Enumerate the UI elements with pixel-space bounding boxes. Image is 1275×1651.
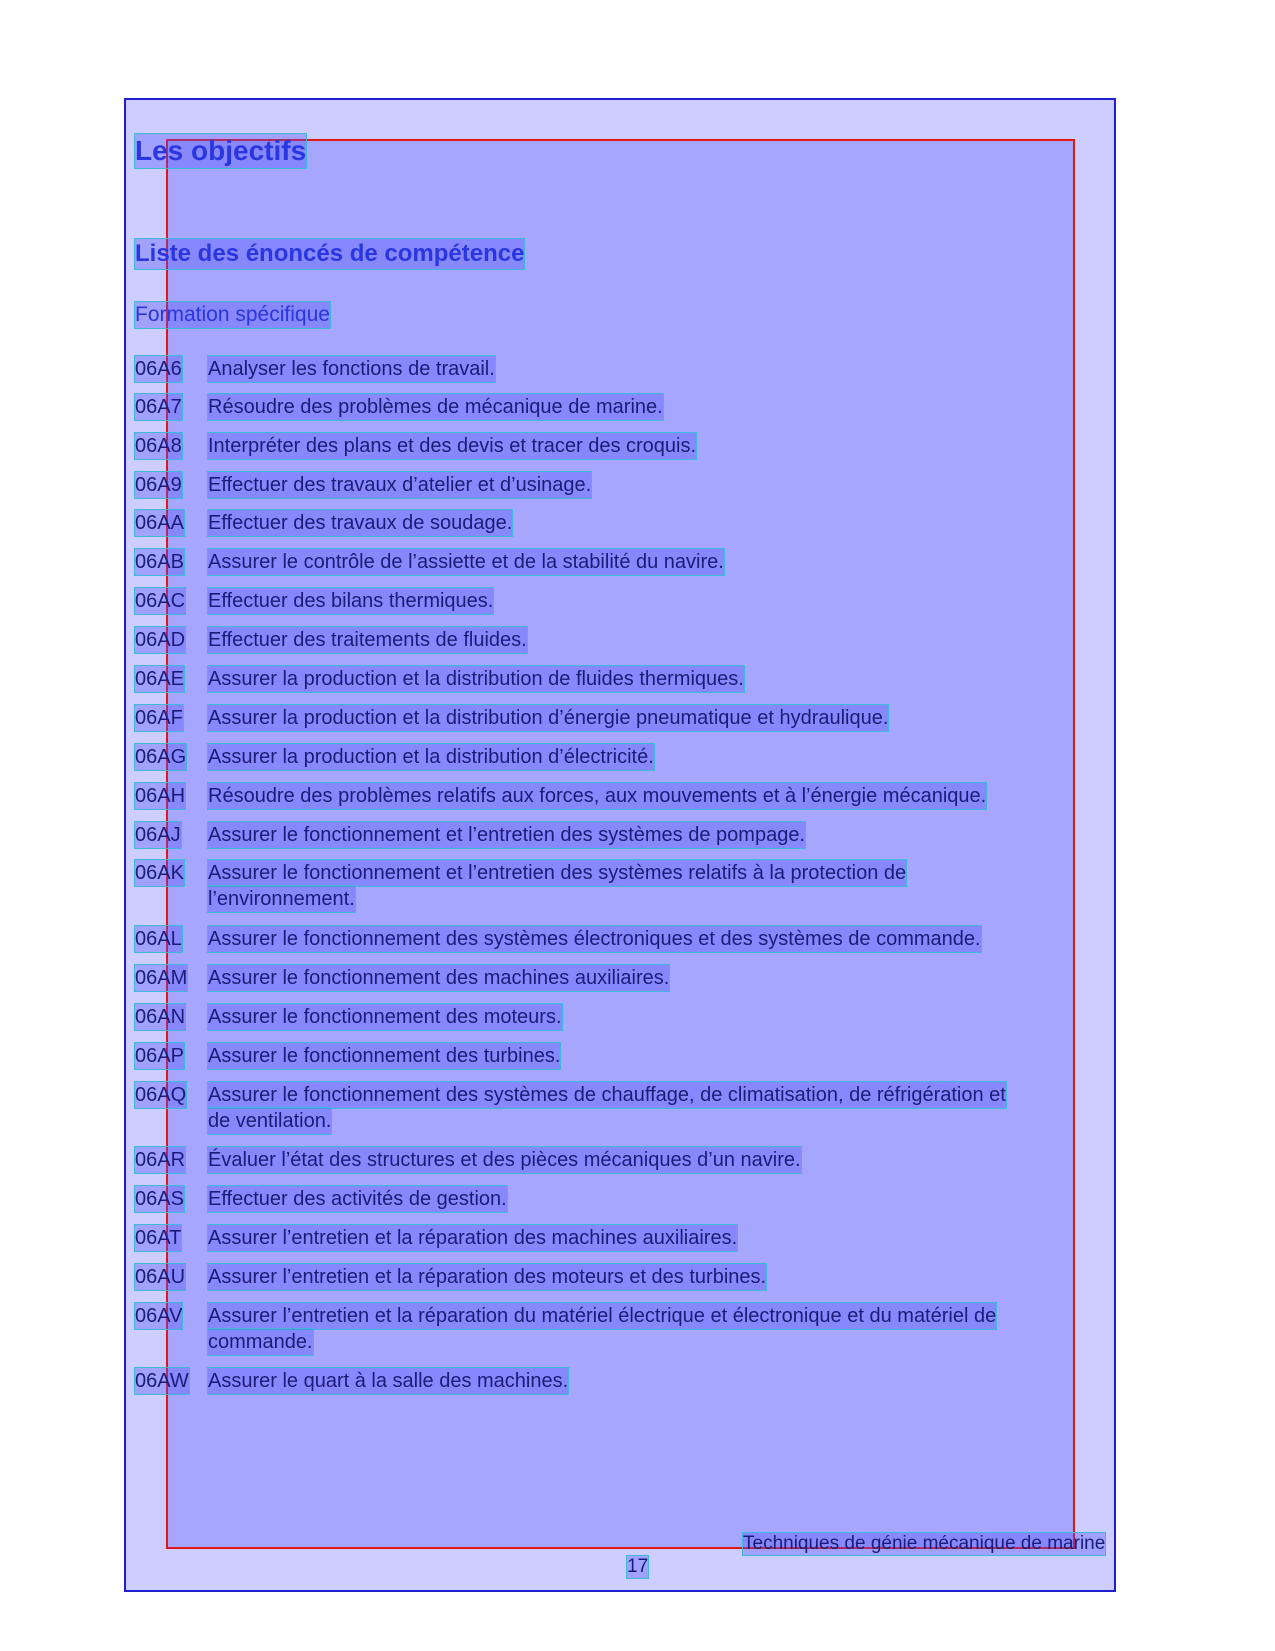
competency-code: 06AR — [135, 1149, 186, 1171]
competency-code: 06A8 — [135, 435, 182, 457]
competency-code: 06AB — [135, 551, 184, 573]
competency-code: 06AV — [135, 1305, 183, 1327]
page-title: Les objectifs — [135, 135, 307, 166]
page-number: 17 — [627, 1556, 649, 1577]
competency-text: Résoudre des problèmes relatifs aux forces, aux mouvements et à l’énergie mécanique. — [208, 785, 987, 807]
competency-text: Assurer le fonctionnement des systèmes électroniques et des systèmes de commande. — [208, 928, 981, 950]
competency-text: Assurer le fonctionnement des turbines. — [208, 1045, 561, 1067]
competency-code: 06A6 — [135, 358, 182, 380]
competency-text: Assurer le fonctionnement et l’entretien des systèmes relatifs à la protection de — [208, 862, 907, 884]
competency-code: 06AM — [135, 967, 188, 989]
competency-text: Interpréter des plans et des devis et tracer des croquis. — [208, 435, 697, 457]
competency-text: Effectuer des bilans thermiques. — [208, 590, 494, 612]
competency-text-continued: de ventilation. — [208, 1110, 332, 1132]
competency-text-continued: l’environnement. — [208, 888, 355, 910]
competency-code: 06AJ — [135, 824, 181, 846]
competency-code: 06AC — [135, 590, 186, 612]
competency-text: Assurer l’entretien et la réparation des moteurs et des turbines. — [208, 1266, 767, 1288]
competency-text: Effectuer des activités de gestion. — [208, 1188, 507, 1210]
competency-text: Résoudre des problèmes de mécanique de marine. — [208, 396, 663, 418]
subsection-heading: Formation spécifique — [135, 303, 330, 326]
competency-text: Assurer la production et la distribution d’électricité. — [208, 746, 654, 768]
competency-text: Effectuer des travaux d’atelier et d’usinage. — [208, 474, 592, 496]
competency-code: 06AD — [135, 629, 186, 651]
competency-text: Assurer le quart à la salle des machines. — [208, 1370, 569, 1392]
competency-code: 06AS — [135, 1188, 184, 1210]
competency-text: Assurer l’entretien et la réparation des machines auxiliaires. — [208, 1227, 738, 1249]
competency-text: Assurer la production et la distribution de fluides thermiques. — [208, 668, 744, 690]
competency-code: 06AL — [135, 928, 182, 950]
competency-code: 06AW — [135, 1370, 189, 1392]
competency-text: Évaluer l’état des structures et des pièces mécaniques d’un navire. — [208, 1149, 801, 1171]
footer-program-title: Techniques de génie mécanique de marine — [743, 1533, 1106, 1554]
competency-text: Assurer le fonctionnement et l’entretien des systèmes de pompage. — [208, 824, 805, 846]
competency-text: Assurer la production et la distribution d’énergie pneumatique et hydraulique. — [208, 707, 889, 729]
competency-text: Assurer le fonctionnement des moteurs. — [208, 1006, 562, 1028]
competency-code: 06AN — [135, 1006, 186, 1028]
competency-code: 06A9 — [135, 474, 182, 496]
competency-text: Effectuer des travaux de soudage. — [208, 512, 513, 534]
competency-code: 06AT — [135, 1227, 182, 1249]
section-heading: Liste des énoncés de compétence — [135, 240, 525, 267]
competency-code: 06AQ — [135, 1084, 187, 1106]
competency-code: 06AH — [135, 785, 186, 807]
competency-code: 06A7 — [135, 396, 182, 418]
competency-code: 06AK — [135, 862, 184, 884]
competency-text: Effectuer des traitements de fluides. — [208, 629, 527, 651]
competency-text-continued: commande. — [208, 1331, 313, 1353]
competency-code: 06AU — [135, 1266, 186, 1288]
competency-code: 06AA — [135, 512, 184, 534]
competency-code: 06AF — [135, 707, 183, 729]
competency-text: Assurer le fonctionnement des machines auxiliaires. — [208, 967, 670, 989]
competency-text: Assurer l’entretien et la réparation du matériel électrique et électronique et du matériel de — [208, 1305, 997, 1327]
competency-text: Analyser les fonctions de travail. — [208, 358, 495, 380]
competency-code: 06AP — [135, 1045, 184, 1067]
competency-text: Assurer le fonctionnement des systèmes de chauffage, de climatisation, de réfrigération et — [208, 1084, 1006, 1106]
competency-code: 06AE — [135, 668, 184, 690]
competency-code: 06AG — [135, 746, 187, 768]
competency-text: Assurer le contrôle de l’assiette et de la stabilité du navire. — [208, 551, 724, 573]
